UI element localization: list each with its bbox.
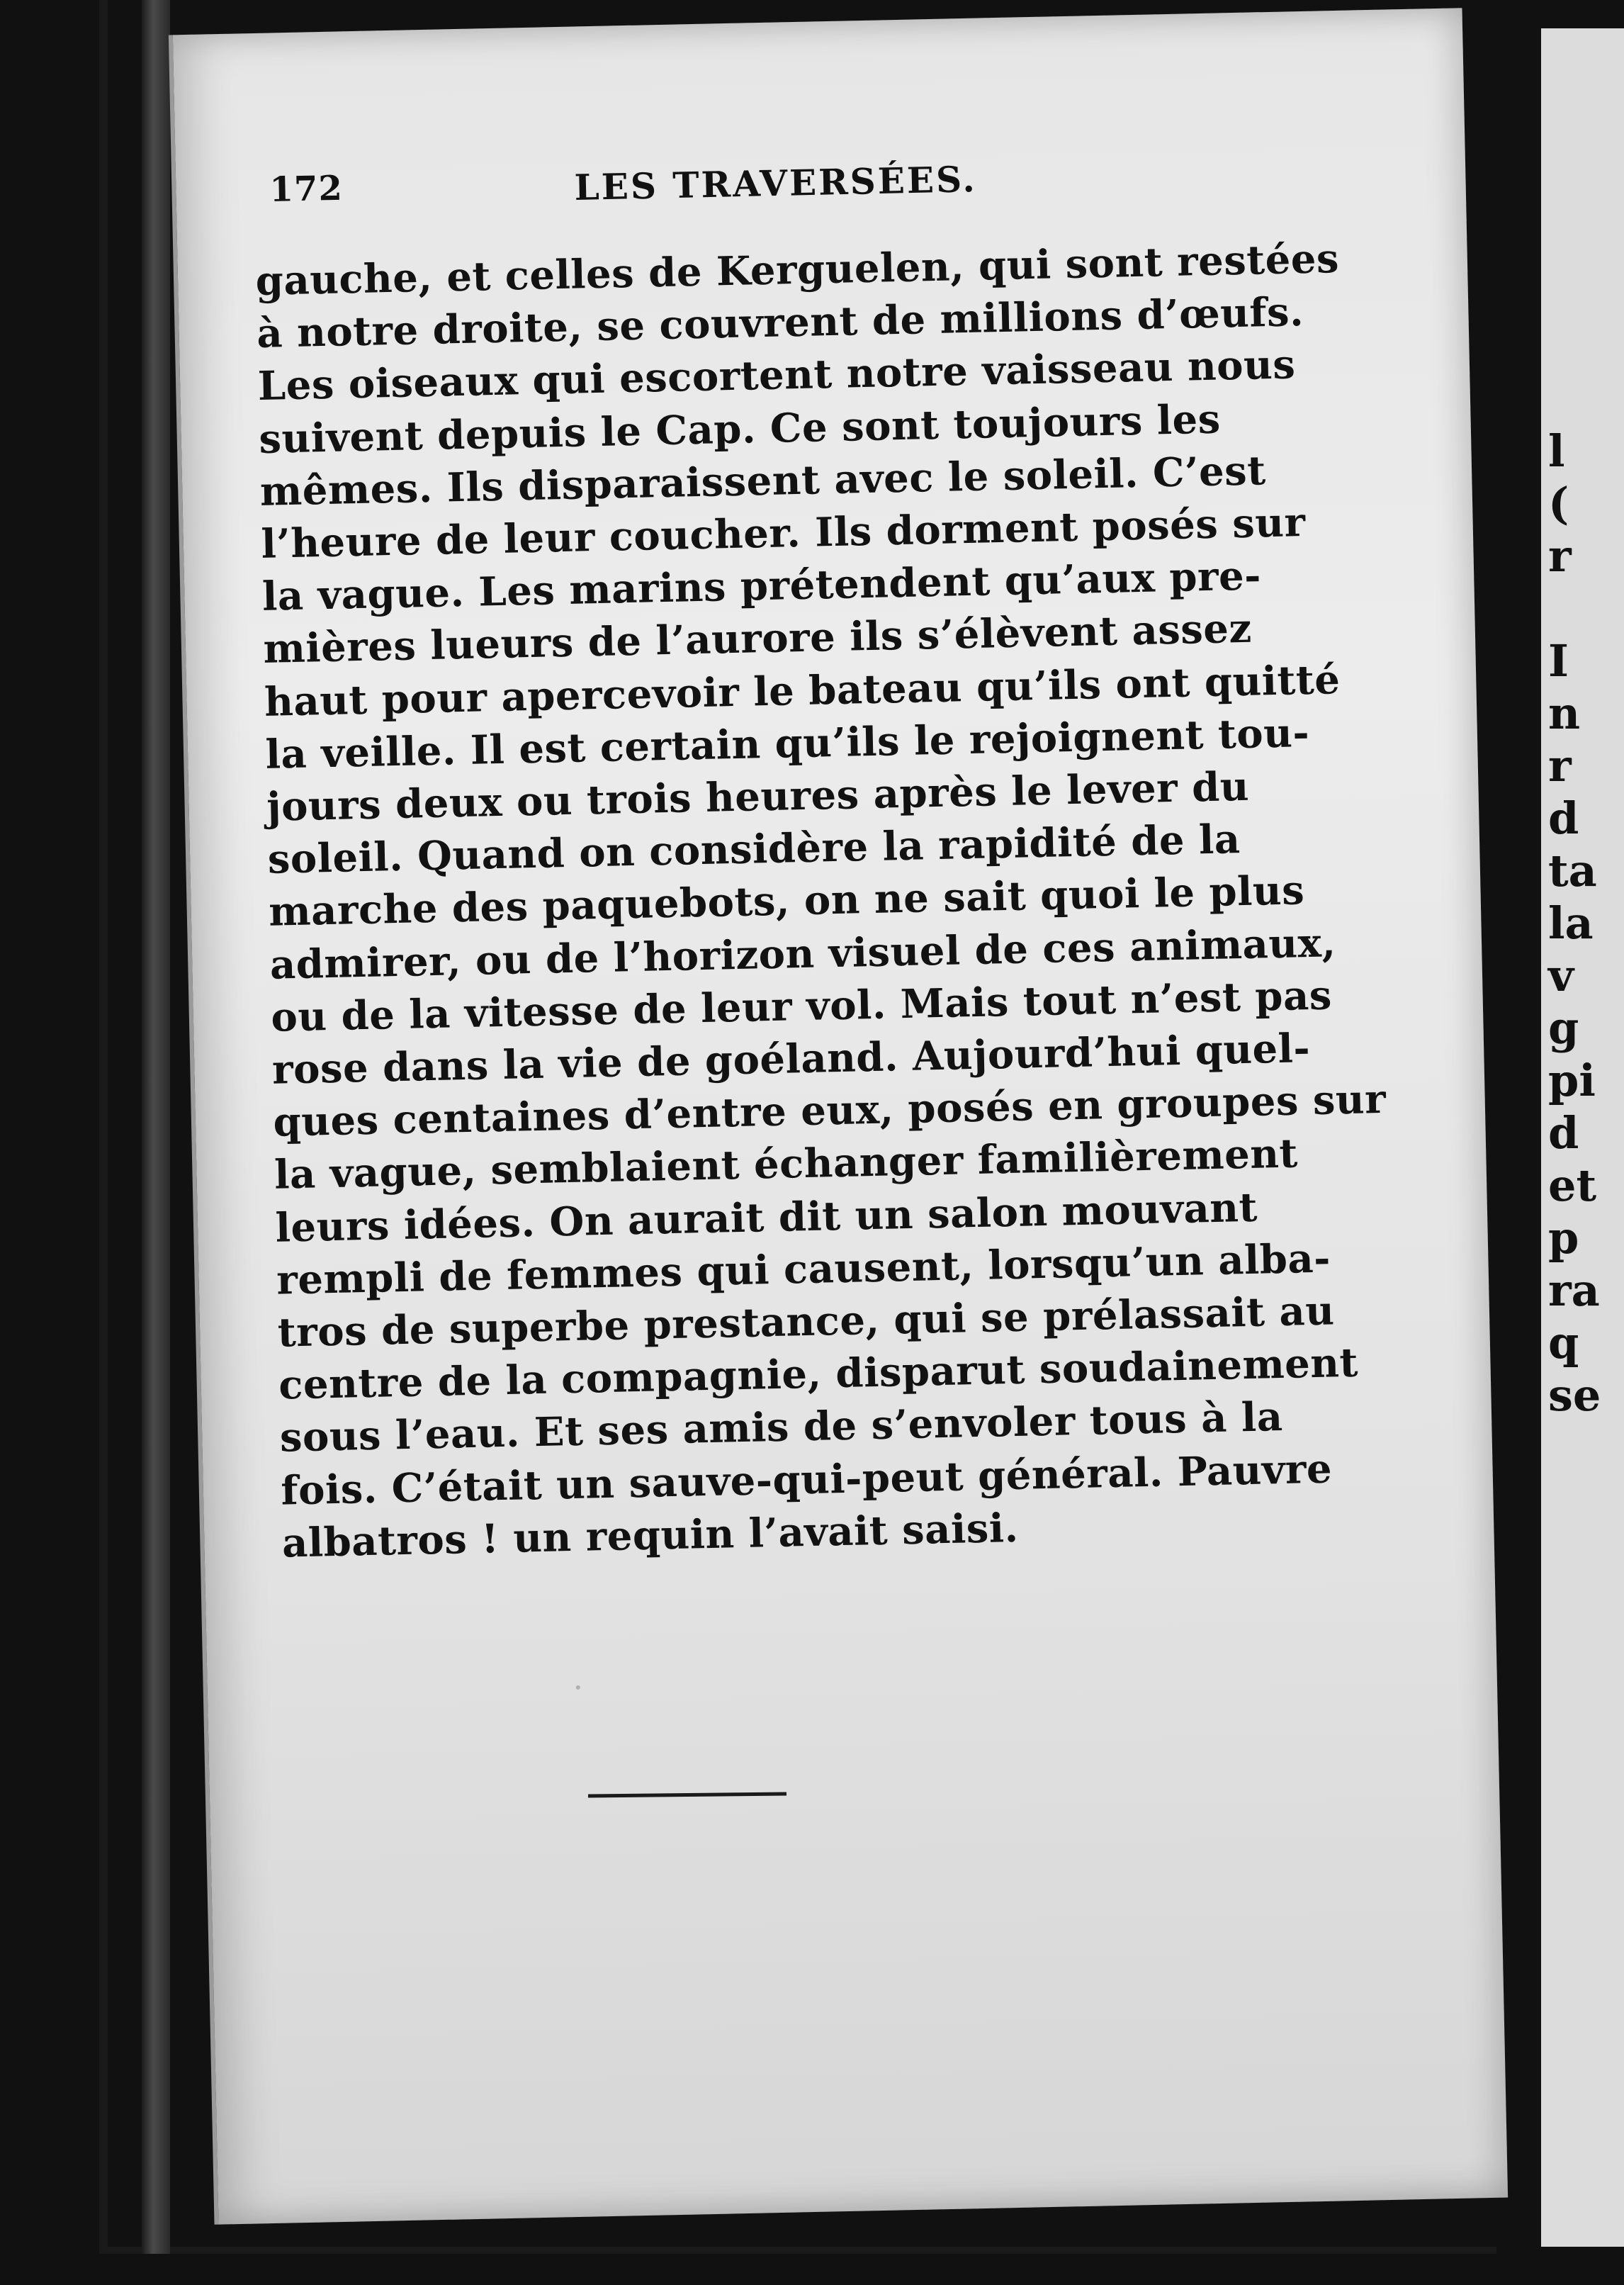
facing-page-text: l ( r I n r d ta la v g pi d et p ra q se [1548, 425, 1601, 1421]
text-line: la vague, semblaient échanger familièrement [274, 1130, 1299, 1199]
paper-speck [576, 1685, 580, 1690]
text-line: ques centaines d’entre eux, posés en groupes sur [272, 1076, 1387, 1146]
text-line: rempli de femmes qui causent, lorsqu’un alba- [276, 1235, 1331, 1304]
text-line: à notre droite, se couvrent de millions d’œufs. [256, 288, 1304, 358]
text-line: Les oiseaux qui escortent notre vaisseau nous [257, 341, 1296, 410]
text-line: leurs idées. On aurait dit un salon mouvant [275, 1184, 1258, 1252]
text-line: jours deux ou trois heures après le lever du [266, 763, 1250, 831]
body-text [255, 235, 1387, 1570]
text-line: mêmes. Ils disparaissent avec le soleil. C’est [259, 447, 1267, 515]
facing-page-fragment [1541, 28, 1624, 2247]
text-line: sous l’eau. Et ses amis de s’envoler tous à la [279, 1393, 1284, 1462]
text-line: gauche, et celles de Kerguelen, qui sont restées [255, 235, 1340, 305]
running-title: LES TRAVERSÉES. [573, 158, 978, 208]
text-line: centre de la compagnie, disparut soudainement [278, 1340, 1359, 1409]
text-line: l’heure de leur coucher. Ils dorment posés sur [260, 499, 1307, 568]
text-line: haut pour apercevoir le bateau qu’ils ont quitté [264, 656, 1341, 726]
page-number: 172 [269, 168, 344, 210]
text-line: ou de la vitesse de leur vol. Mais tout n’est pas [270, 972, 1333, 1041]
text-line: la vague. Les marins prétendent qu’aux pre- [261, 552, 1262, 621]
text-line: la veille. Il est certain qu’ils le rejoignent tou- [265, 709, 1310, 778]
text-line: mières lueurs de l’aurore ils s’élèvent assez [262, 605, 1253, 673]
text-line: admirer, ou de l’horizon visuel de ces animaux, [269, 919, 1337, 989]
text-line: suivent depuis le Cap. Ce sont toujours les [258, 395, 1222, 463]
text-line: tros de superbe prestance, qui se prélassait au [277, 1287, 1336, 1357]
text-line: soleil. Quand on considère la rapidité de la [267, 816, 1241, 884]
page-stack-edge [142, 0, 170, 2254]
text-line: rose dans la vie de goéland. Aujourd’hui quel- [271, 1025, 1311, 1094]
text-line: albatros ! un requin l’avait saisi. [281, 1504, 1020, 1567]
text-line: fois. C’était un sauve-qui-peut général. Pauvre [280, 1445, 1333, 1515]
text-line: marche des paquebots, on ne sait quoi le plus [268, 867, 1305, 936]
